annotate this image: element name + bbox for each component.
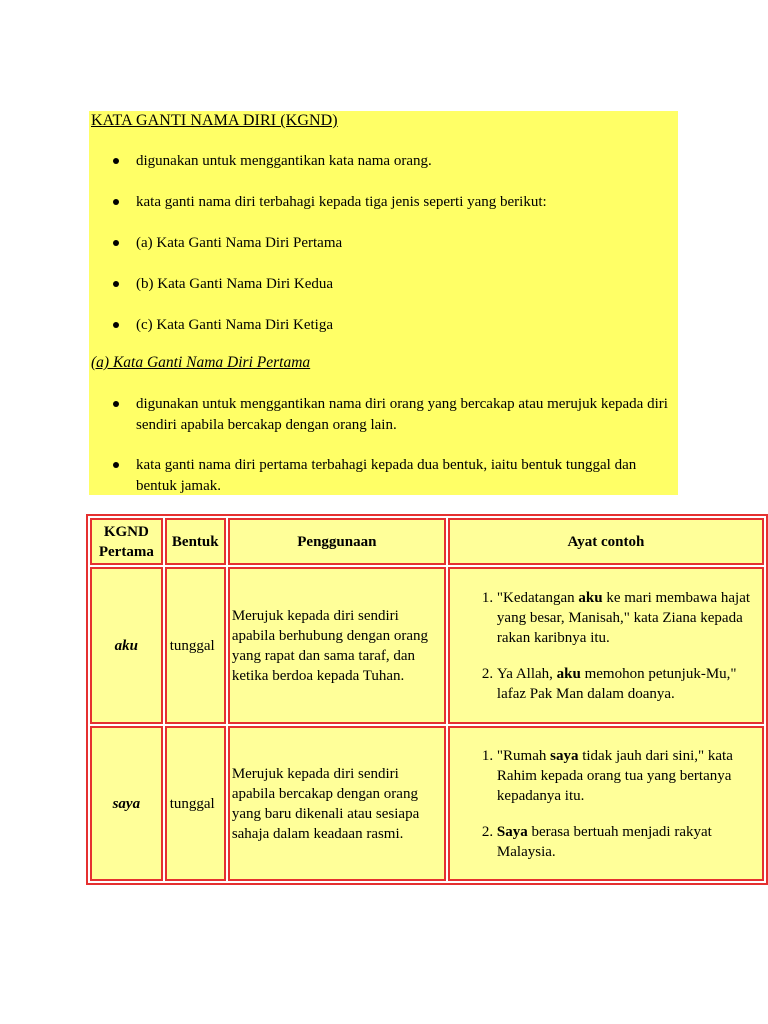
example-item: 1. "Rumah saya tidak jauh dari sini," kata Rahim kepada orang tua yang bertanya kepadanya itu.: [497, 746, 762, 806]
bullet-icon: [113, 240, 119, 246]
usage-cell: Merujuk kepada diri sendiri apabila berhubung dengan orang yang rapat dan sama taraf, dan ketika berdoa kepada Tuhan.: [228, 567, 446, 724]
examples-list: [450, 588, 762, 704]
examples-cell: [448, 726, 764, 881]
bentuk-cell: tunggal: [165, 726, 226, 881]
page-heading: KATA GANTI NAMA DIRI (KGND): [91, 112, 338, 129]
bentuk-cell: tunggal: [165, 567, 226, 724]
list-item: (b) Kata Ganti Nama Diri Kedua: [136, 274, 333, 295]
bullet-icon: [113, 158, 119, 164]
examples-list: [450, 746, 762, 862]
header-ayat-contoh: Ayat contoh: [448, 518, 764, 565]
header-bentuk: Bentuk: [165, 518, 226, 565]
list-item: kata ganti nama diri pertama terbahagi kepada dua bentuk, iaitu bentuk tunggal dan bentuk jamak.: [136, 455, 676, 497]
pronoun-cell: saya: [90, 726, 163, 881]
list-item: digunakan untuk menggantikan nama diri orang yang bercakap atau merujuk kepada diri sendiri apabila bercakap dengan orang lain.: [136, 394, 676, 436]
list-item: (a) Kata Ganti Nama Diri Pertama: [136, 233, 342, 254]
bullet-icon: [113, 462, 119, 468]
usage-cell: Merujuk kepada diri sendiri apabila bercakap dengan orang yang baru dikenali atau sesiapa sahaja dalam keadaan rasmi.: [228, 726, 446, 881]
example-item: 2. Ya Allah, aku memohon petunjuk-Mu," lafaz Pak Man dalam doanya.: [497, 664, 762, 704]
bullet-icon: [113, 199, 119, 205]
bullet-icon: [113, 401, 119, 407]
section-subheading: (a) Kata Ganti Nama Diri Pertama: [91, 354, 311, 371]
example-item: 2. Saya berasa bertuah menjadi rakyat Malaysia.: [497, 822, 762, 862]
table-row: [90, 726, 764, 881]
pronoun-cell: aku: [90, 567, 163, 724]
table-header-row: [90, 518, 764, 565]
header-kgnd: KGND Pertama: [90, 518, 163, 565]
examples-cell: [448, 567, 764, 724]
table-row: [90, 567, 764, 724]
bullet-icon: [113, 322, 119, 328]
bullet-icon: [113, 281, 119, 287]
list-item: kata ganti nama diri terbahagi kepada tiga jenis seperti yang berikut:: [136, 192, 547, 213]
header-penggunaan: Penggunaan: [228, 518, 446, 565]
kgnd-table: [86, 514, 768, 885]
list-item: (c) Kata Ganti Nama Diri Ketiga: [136, 315, 333, 336]
example-item: 1. "Kedatangan aku ke mari membawa hajat yang besar, Manisah," kata Ziana kepada rakan karibnya itu.: [497, 588, 762, 648]
list-item: digunakan untuk menggantikan kata nama orang.: [136, 151, 432, 172]
